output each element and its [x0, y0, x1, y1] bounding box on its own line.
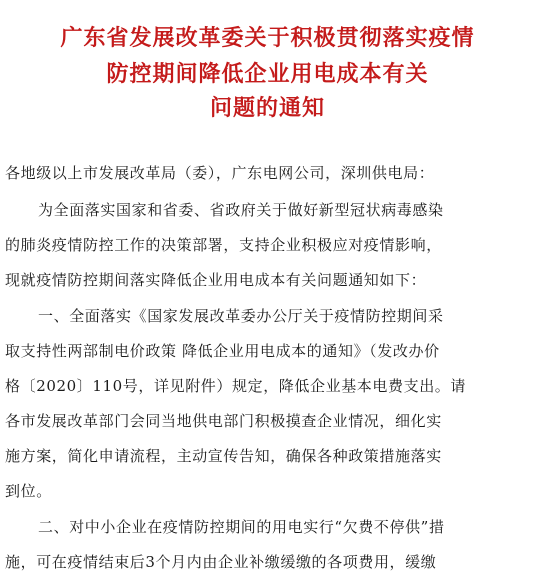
- paragraph-intro-line-2: 的肺炎疫情防控工作的决策部署，支持企业积极应对疫情影响，: [5, 236, 442, 254]
- item-two-line-1: 二、对中小企业在疫情防控期间的用电实行“欠费不停供”措: [38, 518, 445, 536]
- document-title-line-3: 问题的通知: [209, 95, 325, 121]
- addressee-line: 各地级以上市发展改革局（委），广东电网公司，深圳供电局：: [5, 164, 435, 182]
- item-one-line-6: 到位。: [5, 482, 52, 500]
- paragraph-intro-line-1: 为全面落实国家和省委、省政府关于做好新型冠状病毒感染: [38, 201, 444, 219]
- item-one-line-5: 施方案，简化申请流程，主动宣传告知，确保各种政策措施落实: [5, 447, 442, 465]
- item-two-line-2: 施，可在疫情结束后3个月内由企业补缴缓缴的各项费用，缓缴: [5, 553, 437, 571]
- paragraph-intro-line-3: 现就疫情防控期间落实降低企业用电成本有关问题通知如下：: [5, 271, 427, 289]
- item-one-line-3: 格〔2020〕110号，详见附件）规定，降低企业基本电费支出。请: [5, 377, 467, 395]
- item-one-line-4: 各市发展改革部门会同当地供电部门积极摸查企业情况，细化实: [5, 412, 442, 430]
- document-title-line-2: 防控期间降低企业用电成本有关: [106, 61, 429, 87]
- item-one-line-1: 一、全面落实《国家发展改革委办公厅关于疫情防控期间采: [38, 307, 444, 325]
- item-one-line-2: 取支持性两部制电价政策 降低企业用电成本的通知》（发改办价: [5, 342, 440, 360]
- document-title-line-1: 广东省发展改革委关于积极贯彻落实疫情: [60, 25, 475, 51]
